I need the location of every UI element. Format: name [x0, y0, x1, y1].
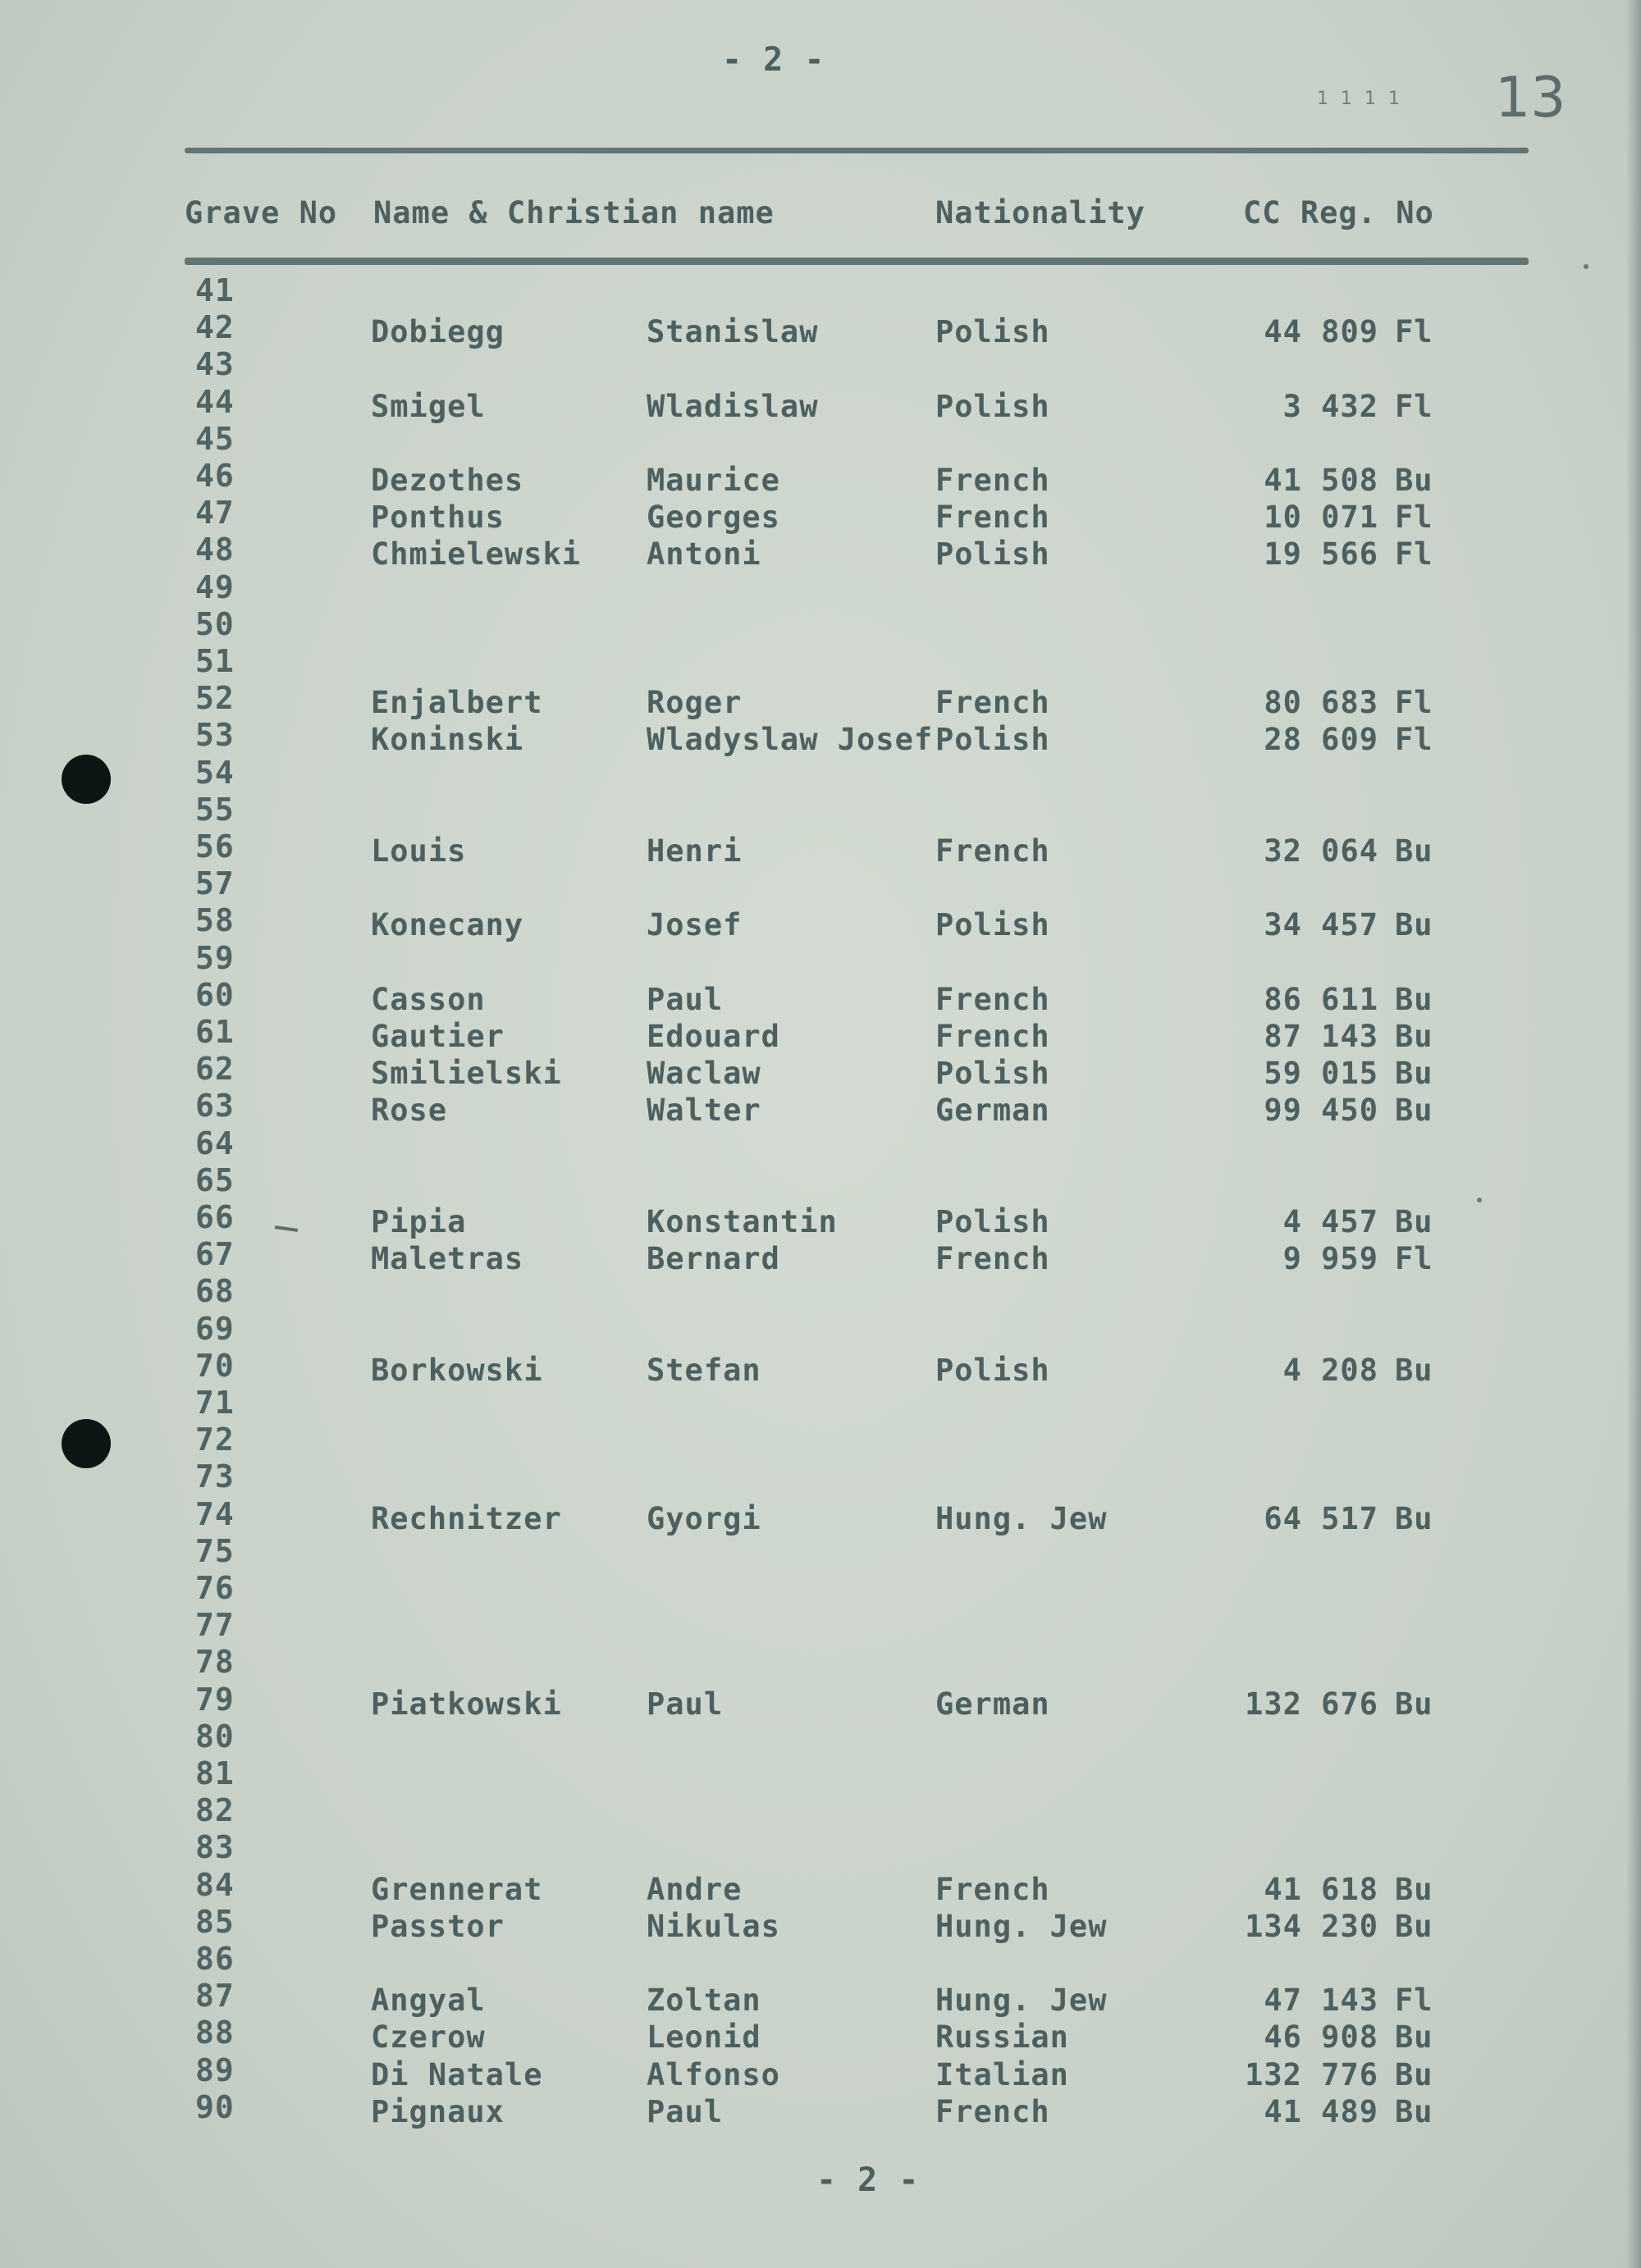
christian-name-cell: Paul: [647, 981, 724, 1017]
grave-number: 82: [195, 1792, 235, 1829]
cc-reg-number-cell: 86 611: [1264, 981, 1378, 1017]
nationality-cell: Polish: [935, 1352, 1050, 1388]
grave-number: 77: [195, 1607, 235, 1644]
grave-number: 85: [195, 1903, 235, 1940]
cc-reg-number-cell: 41 489: [1264, 2093, 1378, 2129]
grave-number: 55: [195, 791, 235, 828]
cc-reg-number-cell: 134 230: [1245, 1908, 1378, 1944]
surname-cell: Gautier: [371, 1019, 505, 1054]
grave-number: 61: [195, 1014, 235, 1050]
christian-name-cell: Waclaw: [647, 1056, 761, 1092]
grave-number: 66: [195, 1199, 235, 1235]
nationality-cell: French: [935, 1871, 1050, 1907]
grave-number: 52: [195, 680, 235, 717]
surname-cell: Pignaux: [371, 2093, 505, 2129]
grave-number: 60: [195, 976, 235, 1013]
christian-name-cell: Edouard: [647, 1019, 780, 1054]
camp-code-cell: Fl: [1395, 500, 1433, 536]
surname-cell: Angyal: [371, 1983, 486, 2019]
nationality-cell: French: [935, 463, 1050, 498]
surname-cell: Rose: [371, 1093, 448, 1129]
surname-cell: Rechnitzer: [371, 1500, 562, 1536]
grave-number: 88: [195, 2015, 235, 2051]
camp-code-cell: Bu: [1395, 1500, 1433, 1536]
christian-name-cell: Paul: [647, 2093, 724, 2129]
christian-name-cell: Roger: [647, 685, 743, 721]
cc-reg-number-cell: 44 809: [1264, 314, 1378, 350]
nationality-cell: French: [935, 685, 1050, 721]
nationality-cell: Polish: [935, 314, 1050, 350]
surname-cell: Pipia: [371, 1204, 467, 1239]
grave-number: 57: [195, 865, 235, 902]
camp-code-cell: Bu: [1395, 1019, 1433, 1054]
cc-reg-number-cell: 46 908: [1264, 2019, 1378, 2056]
camp-code-cell: Fl: [1395, 722, 1433, 758]
surname-cell: Passtor: [371, 1908, 505, 1944]
grave-number: 65: [195, 1161, 235, 1198]
camp-code-cell: Bu: [1395, 1352, 1433, 1388]
camp-code-cell: Bu: [1395, 1908, 1433, 1944]
grave-number: 73: [195, 1458, 235, 1495]
folio-number: 13: [1495, 66, 1566, 130]
christian-name-cell: Georges: [647, 500, 780, 536]
nationality-cell: French: [935, 500, 1050, 536]
christian-name-cell: Paul: [647, 1686, 724, 1722]
top-page-number: - 2 -: [722, 41, 825, 79]
camp-code-cell: Fl: [1395, 388, 1433, 424]
surname-cell: Chmielewski: [371, 536, 582, 573]
camp-code-cell: Bu: [1395, 907, 1433, 943]
cc-reg-number-cell: 4 208: [1282, 1352, 1378, 1388]
grave-number: 90: [195, 2088, 235, 2125]
archive-stamp: 1 1 1 1: [1317, 89, 1403, 109]
grave-number: 45: [195, 420, 235, 457]
cc-reg-number-cell: 41 618: [1264, 1871, 1378, 1907]
grave-number: 76: [195, 1570, 235, 1606]
grave-number: 89: [195, 2051, 235, 2088]
header-bottom-rule: [185, 258, 1529, 265]
grave-number: 81: [195, 1755, 235, 1791]
cc-reg-number-cell: 132 676: [1245, 1686, 1378, 1722]
christian-name-cell: Alfonso: [647, 2056, 780, 2092]
grave-number: 58: [195, 902, 235, 939]
nationality-cell: Italian: [935, 2056, 1069, 2092]
bottom-page-number: - 2 -: [816, 2161, 920, 2199]
grave-number: 62: [195, 1051, 235, 1088]
header-nationality: Nationality: [935, 195, 1146, 230]
grave-number: 83: [195, 1829, 235, 1866]
surname-cell: Borkowski: [371, 1352, 543, 1388]
christian-name-cell: Henri: [647, 833, 743, 869]
nationality-cell: Hung. Jew: [935, 1908, 1108, 1944]
surname-cell: Grennerat: [371, 1871, 543, 1907]
paper-speck: [1584, 264, 1588, 269]
grave-number: 43: [195, 346, 235, 383]
christian-name-cell: Stefan: [647, 1352, 761, 1388]
christian-name-cell: Andre: [647, 1871, 743, 1907]
christian-name-cell: Leonid: [647, 2019, 761, 2056]
cc-reg-number-cell: 59 015: [1264, 1056, 1378, 1092]
grave-number: 67: [195, 1236, 235, 1273]
christian-name-cell: Gyorgi: [647, 1500, 761, 1536]
christian-name-cell: Antoni: [647, 536, 761, 573]
surname-cell: Dobiegg: [371, 314, 505, 350]
cc-reg-number-cell: 28 609: [1264, 722, 1378, 758]
grave-number: 70: [195, 1347, 235, 1384]
grave-number: 49: [195, 568, 235, 605]
grave-number: 64: [195, 1125, 235, 1161]
surname-cell: Czerow: [371, 2019, 486, 2056]
grave-number: 78: [195, 1644, 235, 1681]
grave-number: 51: [195, 643, 235, 679]
camp-code-cell: Bu: [1395, 833, 1433, 869]
nationality-cell: French: [935, 833, 1050, 869]
cc-reg-number-cell: 10 071: [1264, 500, 1378, 536]
surname-cell: Di Natale: [371, 2056, 543, 2092]
punch-hole: [62, 755, 111, 804]
header-top-rule: [185, 148, 1529, 153]
camp-code-cell: Bu: [1395, 1871, 1433, 1907]
surname-cell: Smilielski: [371, 1056, 562, 1092]
cc-reg-number-cell: 32 064: [1264, 833, 1378, 869]
cc-reg-number-cell: 3 432: [1282, 388, 1378, 424]
grave-number: 87: [195, 1978, 235, 2015]
grave-number: 74: [195, 1495, 235, 1532]
cc-reg-number-cell: 80 683: [1264, 685, 1378, 721]
camp-code-cell: Bu: [1395, 463, 1433, 498]
punch-hole: [62, 1419, 111, 1468]
nationality-cell: Polish: [935, 388, 1050, 424]
grave-number: 44: [195, 383, 235, 420]
camp-code-cell: Bu: [1395, 1093, 1433, 1129]
nationality-cell: German: [935, 1093, 1050, 1129]
christian-name-cell: Nikulas: [647, 1908, 780, 1944]
surname-cell: Enjalbert: [371, 685, 543, 721]
nationality-cell: Hung. Jew: [935, 1983, 1108, 2019]
surname-cell: Maletras: [371, 1241, 524, 1277]
grave-number: 72: [195, 1421, 235, 1458]
grave-number: 68: [195, 1273, 235, 1310]
camp-code-cell: Fl: [1395, 685, 1433, 721]
camp-code-cell: Bu: [1395, 2093, 1433, 2129]
pencil-mark: [275, 1225, 298, 1232]
christian-name-cell: Wladislaw: [647, 388, 819, 424]
camp-code-cell: Bu: [1395, 2056, 1433, 2092]
grave-number: 42: [195, 309, 235, 346]
camp-code-cell: Bu: [1395, 1204, 1433, 1239]
nationality-cell: German: [935, 1686, 1050, 1722]
cc-reg-number-cell: 99 450: [1264, 1093, 1378, 1129]
cc-reg-number-cell: 9 959: [1282, 1241, 1378, 1277]
camp-code-cell: Bu: [1395, 1056, 1433, 1092]
grave-number: 41: [195, 272, 235, 308]
nationality-cell: French: [935, 1019, 1050, 1054]
christian-name-cell: Wladyslaw Josef: [647, 722, 934, 758]
nationality-cell: French: [935, 1241, 1050, 1277]
cc-reg-number-cell: 87 143: [1264, 1019, 1378, 1054]
christian-name-cell: Konstantin: [647, 1204, 838, 1239]
christian-name-cell: Zoltan: [647, 1983, 761, 2019]
christian-name-cell: Stanislaw: [647, 314, 819, 350]
grave-number: 46: [195, 458, 235, 494]
surname-cell: Piatkowski: [371, 1686, 562, 1722]
grave-number: 63: [195, 1088, 235, 1125]
grave-number: 80: [195, 1718, 235, 1755]
surname-cell: Smigel: [371, 388, 486, 424]
christian-name-cell: Maurice: [647, 463, 780, 498]
christian-name-cell: Josef: [647, 907, 743, 943]
header-grave-no: Grave No: [185, 195, 338, 230]
surname-cell: Ponthus: [371, 500, 505, 536]
grave-number: 59: [195, 939, 235, 976]
grave-number: 86: [195, 1941, 235, 1977]
cc-reg-number-cell: 41 508: [1264, 463, 1378, 498]
grave-number: 54: [195, 754, 235, 791]
cc-reg-number-cell: 47 143: [1264, 1983, 1378, 2019]
surname-cell: Dezothes: [371, 463, 524, 498]
page-edge-shadow: [1626, 0, 1641, 2268]
surname-cell: Louis: [371, 833, 467, 869]
grave-number: 69: [195, 1310, 235, 1347]
grave-number: 71: [195, 1385, 235, 1421]
nationality-cell: Polish: [935, 536, 1050, 573]
grave-number: 50: [195, 605, 235, 642]
grave-number: 79: [195, 1681, 235, 1718]
grave-number: 75: [195, 1532, 235, 1569]
camp-code-cell: Bu: [1395, 1686, 1433, 1722]
grave-number: 48: [195, 532, 235, 568]
cc-reg-number-cell: 19 566: [1264, 536, 1378, 573]
nationality-cell: Hung. Jew: [935, 1500, 1108, 1536]
grave-number: 84: [195, 1866, 235, 1903]
nationality-cell: Polish: [935, 1056, 1050, 1092]
nationality-cell: Russian: [935, 2019, 1069, 2056]
camp-code-cell: Fl: [1395, 314, 1433, 350]
nationality-cell: Polish: [935, 722, 1050, 758]
camp-code-cell: Fl: [1395, 1241, 1433, 1277]
cc-reg-number-cell: 4 457: [1282, 1204, 1378, 1239]
surname-cell: Koninski: [371, 722, 524, 758]
nationality-cell: French: [935, 2093, 1050, 2129]
paper-speck: [1477, 1198, 1482, 1202]
nationality-cell: Polish: [935, 1204, 1050, 1239]
grave-number: 56: [195, 828, 235, 865]
cc-reg-number-cell: 64 517: [1264, 1500, 1378, 1536]
christian-name-cell: Walter: [647, 1093, 761, 1129]
grave-number: 53: [195, 717, 235, 754]
surname-cell: Casson: [371, 981, 486, 1017]
cc-reg-number-cell: 132 776: [1245, 2056, 1378, 2092]
nationality-cell: Polish: [935, 907, 1050, 943]
header-name: Name & Christian name: [373, 195, 775, 230]
nationality-cell: French: [935, 981, 1050, 1017]
camp-code-cell: Bu: [1395, 981, 1433, 1017]
camp-code-cell: Bu: [1395, 2019, 1433, 2056]
grave-number: 47: [195, 495, 235, 532]
surname-cell: Konecany: [371, 907, 524, 943]
header-cc-reg: CC Reg. No: [1243, 195, 1434, 230]
camp-code-cell: Fl: [1395, 1983, 1433, 2019]
christian-name-cell: Bernard: [647, 1241, 780, 1277]
cc-reg-number-cell: 34 457: [1264, 907, 1378, 943]
camp-code-cell: Fl: [1395, 536, 1433, 573]
